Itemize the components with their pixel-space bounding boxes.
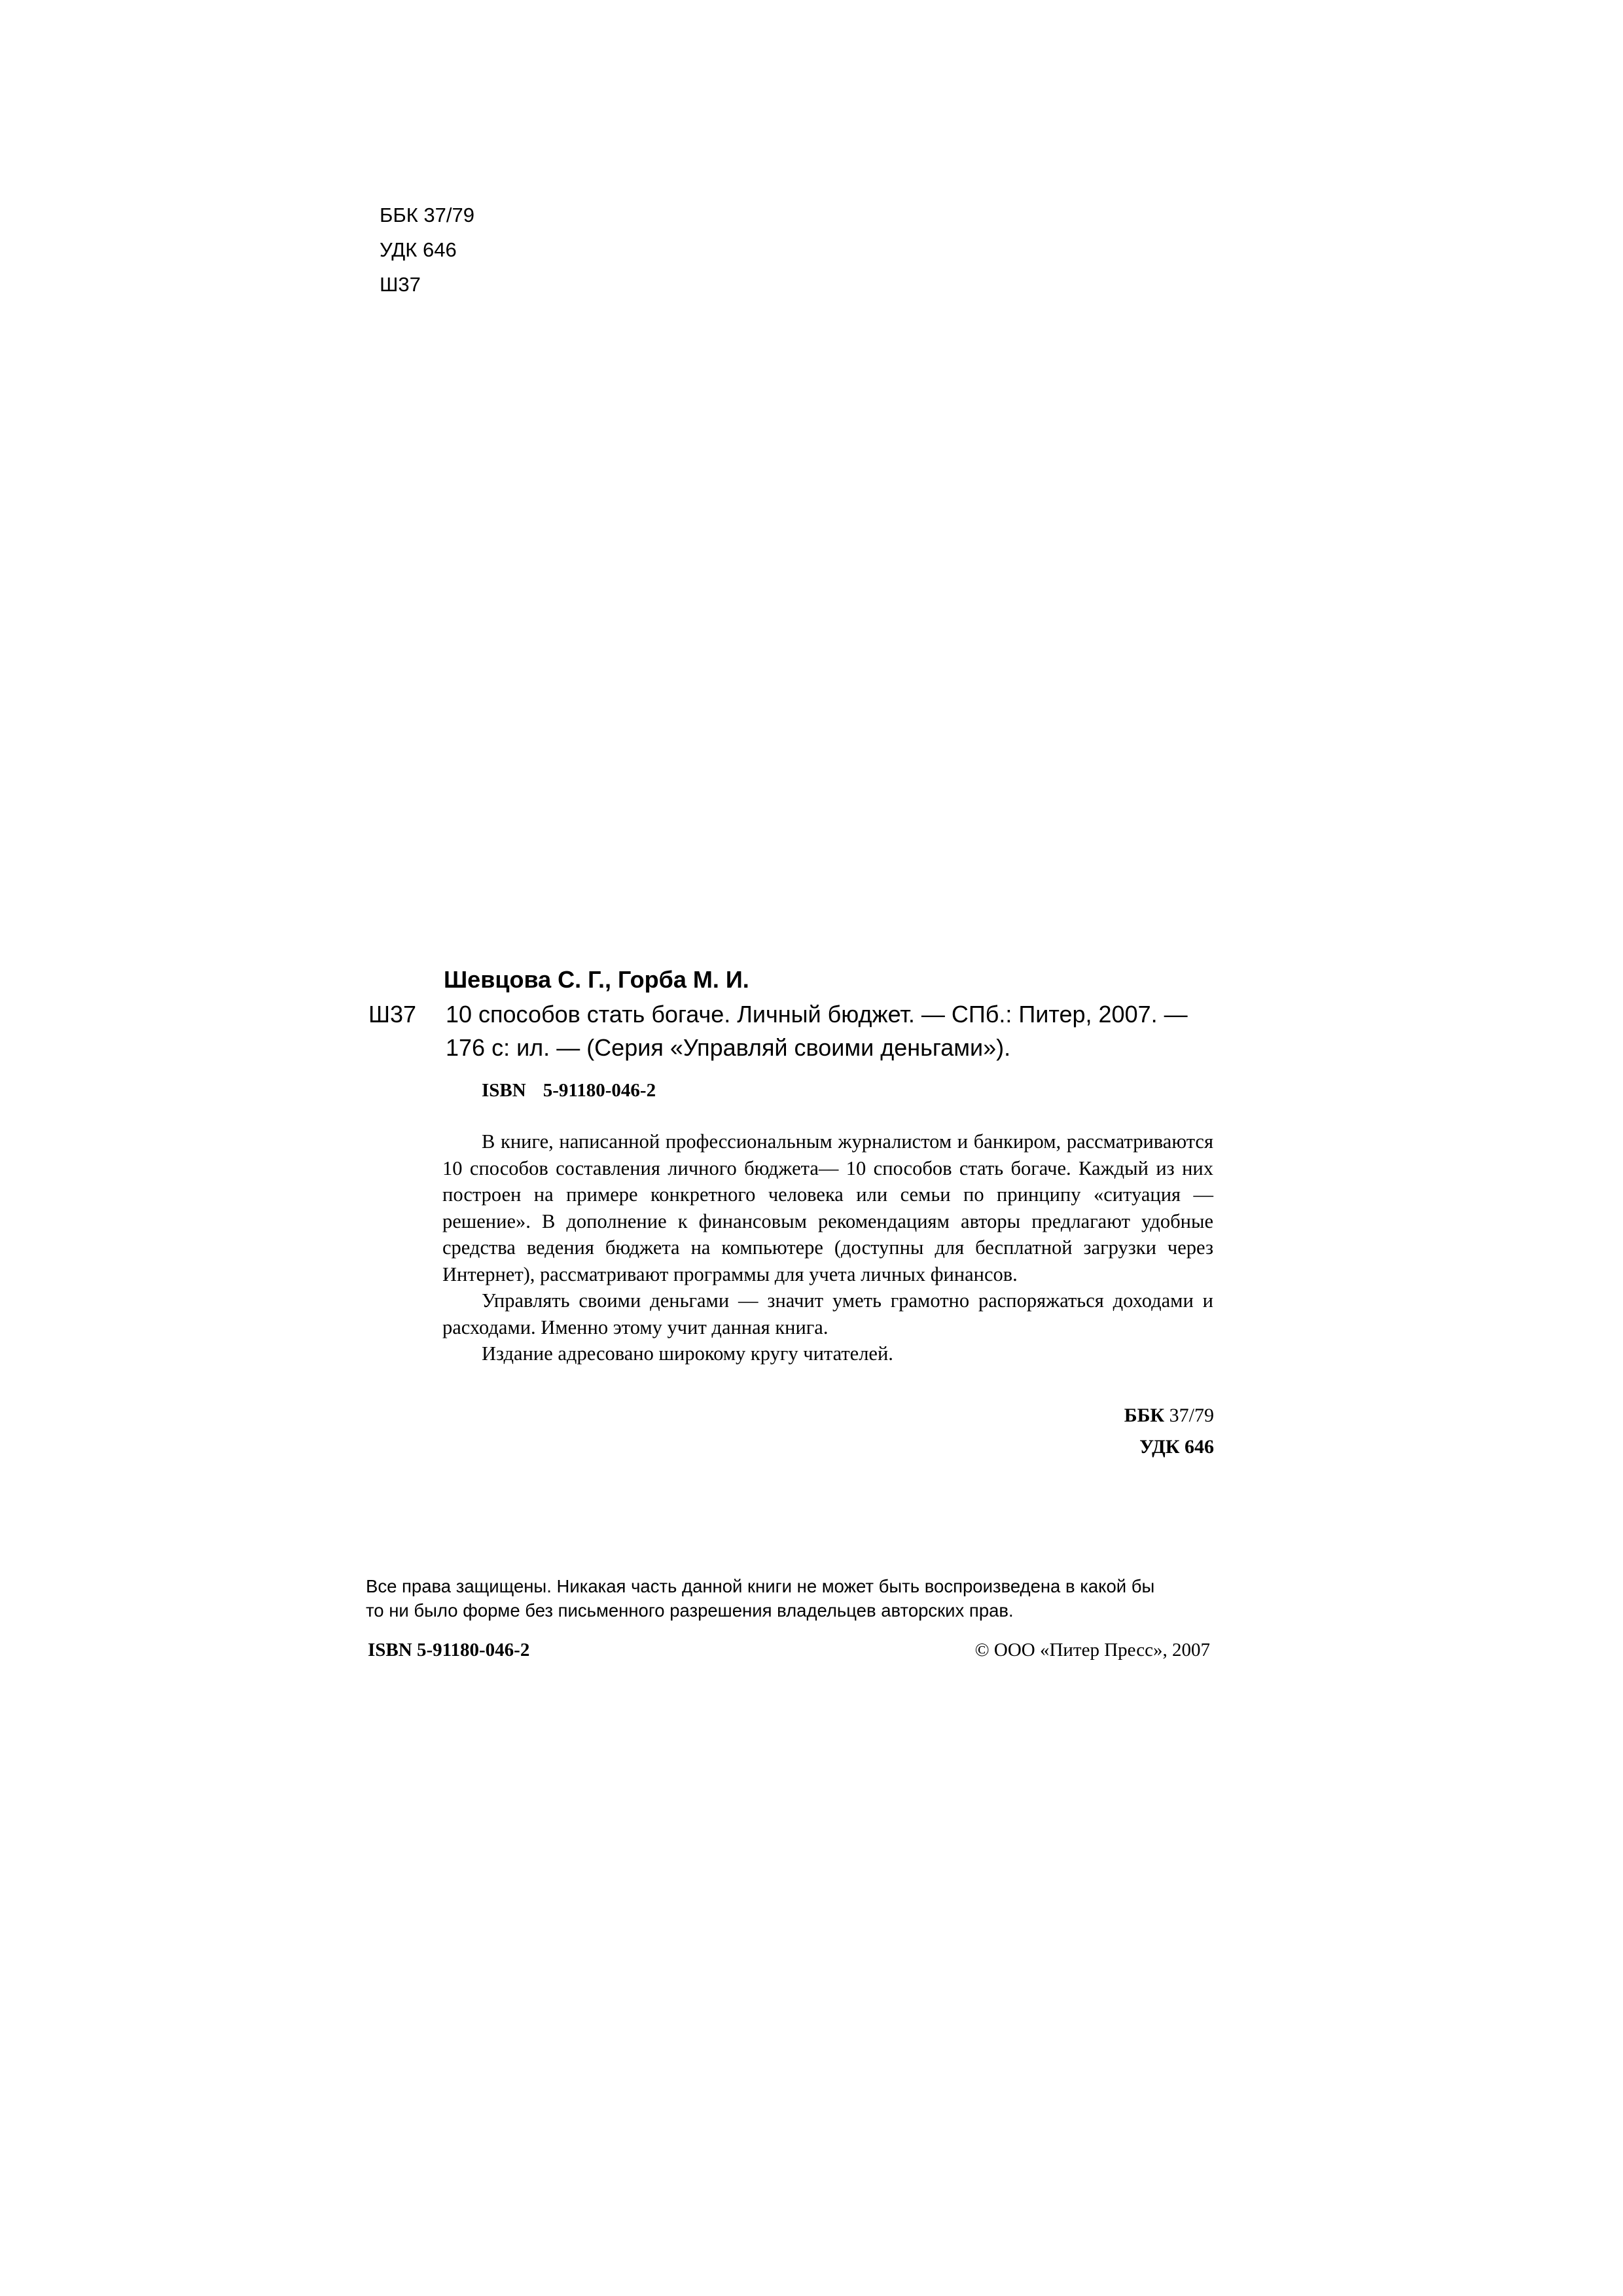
isbn-entry — [482, 1080, 656, 1102]
author-mark: Ш37 — [368, 1001, 417, 1028]
udk-label: УДК — [1139, 1436, 1180, 1458]
copyright-notice — [366, 1574, 1217, 1623]
bbk-value: 37/79 — [1169, 1405, 1214, 1426]
udk-code-top: УДК 646 — [380, 238, 457, 261]
copyright-notice-line-1: Все права защищены. Никакая часть данной книги не может быть воспроизведена в какой бы — [366, 1576, 1155, 1596]
book-title-line-1: 10 способов стать богаче. Личный бюджет. — СПб.: Питер, 2007. — — [446, 1001, 1188, 1028]
annotation-paragraph-3: Издание адресовано широкому кругу читателей. — [482, 1342, 893, 1365]
annotation — [442, 1128, 1213, 1367]
book-title-line-2: 176 с: ил. — (Серия «Управляй своими деньгами»). — [446, 1034, 1011, 1061]
udk-code-right — [1139, 1436, 1214, 1458]
isbn-value: 5-91180-046-2 — [543, 1080, 656, 1101]
bbk-label: ББК — [1124, 1405, 1165, 1426]
udk-value: 646 — [1185, 1436, 1214, 1458]
copyright-holder: © ООО «Питер Пресс», 2007 — [974, 1640, 1210, 1660]
annotation-paragraph-2: Управлять своими деньгами — значит уметь грамотно распоряжаться доходами и расходами. Именно этому учит данная книга. — [442, 1289, 1213, 1338]
bbk-code-right — [1124, 1405, 1214, 1427]
bbk-code-top: ББК 37/79 — [380, 204, 474, 226]
author-mark-top: Ш37 — [380, 273, 421, 296]
isbn-label: ISBN — [482, 1080, 526, 1101]
top-classification-codes — [380, 198, 474, 302]
isbn-footer: ISBN 5-91180-046-2 — [368, 1640, 530, 1660]
book-authors: Шевцова С. Г., Горба М. И. — [444, 966, 749, 993]
copyright-notice-line-2: то ни было форме без письменного разрешения владельцев авторских прав. — [366, 1600, 1014, 1621]
annotation-paragraph-1: В книге, написанной профессиональным журналистом и банкиром, рассматриваются 10 способов составления личного бюджета— 10 способов стать богаче. Каждый из них построен на примере конкретного человека или семьи по принципу «ситуация — решение». В дополнение к финансовым рекомендациям авторы предлагают удобные средства ведения бюджета на компьютере (доступны для бесплатной загрузки через Интернет), рассматривают программы для учета личных финансов. — [442, 1130, 1213, 1285]
